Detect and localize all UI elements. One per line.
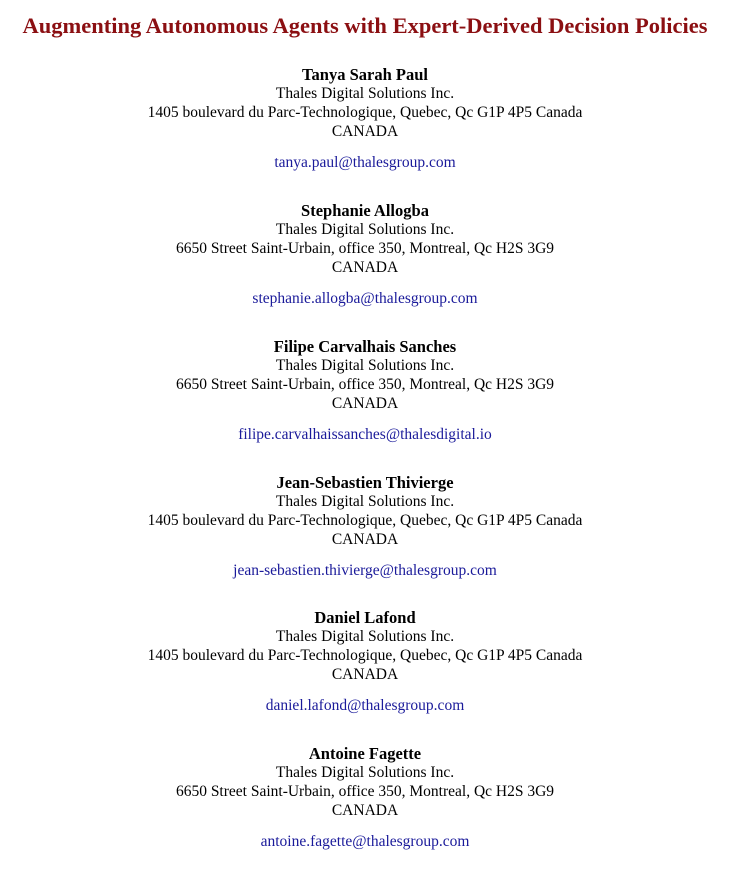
author-block-3 — [0, 337, 730, 444]
author-email-link[interactable]: daniel.lafond@thalesgroup.com — [265, 697, 465, 714]
author-affiliation: Thales Digital Solutions Inc. — [275, 628, 455, 645]
author-affiliation: Thales Digital Solutions Inc. — [275, 357, 455, 374]
author-country: CANADA — [331, 531, 399, 548]
author-block-4 — [0, 473, 730, 580]
author-email-link[interactable]: filipe.carvalhaissanches@thalesdigital.io — [238, 426, 492, 443]
author-country: CANADA — [331, 395, 399, 412]
author-block-5 — [0, 608, 730, 715]
author-address: 1405 boulevard du Parc-Technologique, Quebec, Qc G1P 4P5 Canada — [147, 104, 583, 121]
author-name: Jean-Sebastien Thivierge — [276, 473, 454, 492]
author-email-link[interactable]: stephanie.allogba@thalesgroup.com — [252, 290, 478, 307]
author-address: 6650 Street Saint-Urbain, office 350, Montreal, Qc H2S 3G9 — [175, 240, 555, 257]
author-affiliation: Thales Digital Solutions Inc. — [275, 493, 455, 510]
author-email-link[interactable]: tanya.paul@thalesgroup.com — [274, 154, 456, 171]
author-name: Filipe Carvalhais Sanches — [273, 337, 457, 356]
author-block-2 — [0, 201, 730, 308]
author-name: Antoine Fagette — [308, 744, 422, 763]
author-name: Stephanie Allogba — [301, 201, 429, 220]
author-name: Tanya Sarah Paul — [302, 65, 428, 84]
author-country: CANADA — [331, 666, 399, 683]
author-name: Daniel Lafond — [314, 608, 416, 627]
paper-title: Augmenting Autonomous Agents with Expert-Derived Decision Policies — [22, 13, 708, 38]
author-email-link[interactable]: antoine.fagette@thalesgroup.com — [260, 833, 470, 850]
author-country: CANADA — [331, 123, 399, 140]
author-country: CANADA — [331, 259, 399, 276]
author-block-1 — [0, 65, 730, 172]
author-address: 1405 boulevard du Parc-Technologique, Quebec, Qc G1P 4P5 Canada — [147, 512, 583, 529]
author-affiliation: Thales Digital Solutions Inc. — [275, 85, 455, 102]
author-email-link[interactable]: jean-sebastien.thivierge@thalesgroup.com — [233, 562, 497, 579]
author-country: CANADA — [331, 802, 399, 819]
author-block-6 — [0, 744, 730, 851]
author-address: 1405 boulevard du Parc-Technologique, Quebec, Qc G1P 4P5 Canada — [147, 647, 583, 664]
author-affiliation: Thales Digital Solutions Inc. — [275, 221, 455, 238]
author-address: 6650 Street Saint-Urbain, office 350, Montreal, Qc H2S 3G9 — [175, 783, 555, 800]
author-affiliation: Thales Digital Solutions Inc. — [275, 764, 455, 781]
author-address: 6650 Street Saint-Urbain, office 350, Montreal, Qc H2S 3G9 — [175, 376, 555, 393]
